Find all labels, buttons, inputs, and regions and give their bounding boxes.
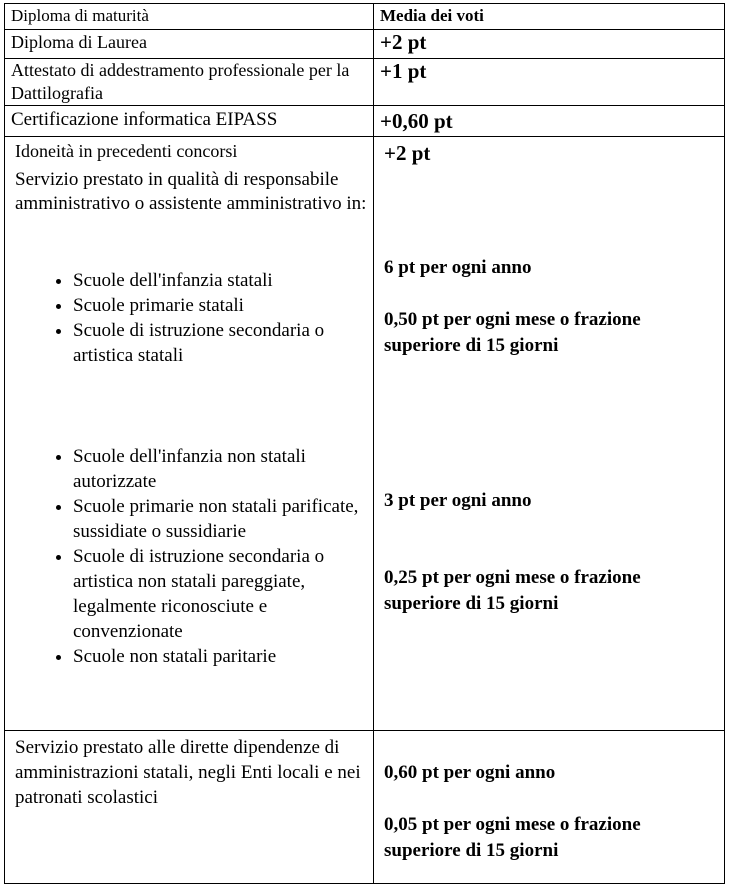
header-row — [5, 4, 725, 30]
list-item: • Scuole di istruzione secondaria o artistica statali — [73, 318, 367, 368]
row-laurea-value: +2 pt — [374, 30, 725, 59]
list-item: • Scuole di istruzione secondaria o artistica non statali pareggiate, legalmente riconosciute e convenzionate — [73, 544, 367, 644]
service-row — [5, 137, 725, 731]
idoneita-value: +2 pt — [384, 141, 431, 165]
state-admin-right-cell — [374, 731, 725, 884]
state-per-month: 0,50 pt per ogni mese o frazione superiore di 15 giorni — [384, 309, 641, 356]
state-admin-per-year: 0,60 pt per ogni anno — [384, 762, 556, 783]
row-dattilografia-label: Attestato di addestramento professionale per la Dattilografia — [5, 59, 374, 106]
service-intro-text: Servizio prestato in qualità di responsabile amministrativo o assistente amministrativo in: — [15, 169, 367, 214]
state-admin-row — [5, 731, 725, 884]
table-row — [5, 30, 725, 59]
scoring-table — [4, 3, 725, 884]
table-row — [5, 59, 725, 106]
service-left-cell — [5, 137, 374, 731]
list-item: • Scuole primarie non statali parificate, sussidiate o sussidiarie — [73, 494, 367, 544]
state-admin-left-cell — [5, 731, 374, 884]
state-admin-per-month: 0,05 pt per ogni mese o frazione superiore di 15 giorni — [384, 814, 641, 861]
row-dattilografia-value: +1 pt — [374, 59, 725, 106]
list-item: • Scuole dell'infanzia non statali autorizzate — [73, 444, 367, 494]
nonstate-per-year: 3 pt per ogni anno — [384, 490, 532, 511]
nonstate-per-month: 0,25 pt per ogni mese o frazione superiore di 15 giorni — [384, 567, 641, 614]
list-item: • Scuole primarie statali — [73, 293, 367, 318]
list-item: • Scuole non statali paritarie — [73, 644, 367, 669]
header-right-cell: Media dei voti — [374, 4, 725, 30]
table-row — [5, 106, 725, 137]
idoneita-label: Idoneità in precedenti concorsi — [15, 141, 238, 161]
state-per-year: 6 pt per ogni anno — [384, 257, 532, 278]
row-eipass-value: +0,60 pt — [374, 106, 725, 137]
list-item: • Scuole dell'infanzia statali — [73, 268, 367, 293]
nonstate-schools-list — [5, 444, 367, 669]
row-eipass-label: Certificazione informatica EIPASS — [5, 106, 374, 137]
state-schools-list — [5, 268, 367, 368]
header-left-cell: Diploma di maturità — [5, 4, 374, 30]
state-admin-text: Servizio prestato alle dirette dipendenze di amministrazioni statali, negli Enti locali e nei patronati scolastici — [15, 737, 361, 808]
service-right-cell — [374, 137, 725, 731]
row-laurea-label: Diploma di Laurea — [5, 30, 374, 59]
